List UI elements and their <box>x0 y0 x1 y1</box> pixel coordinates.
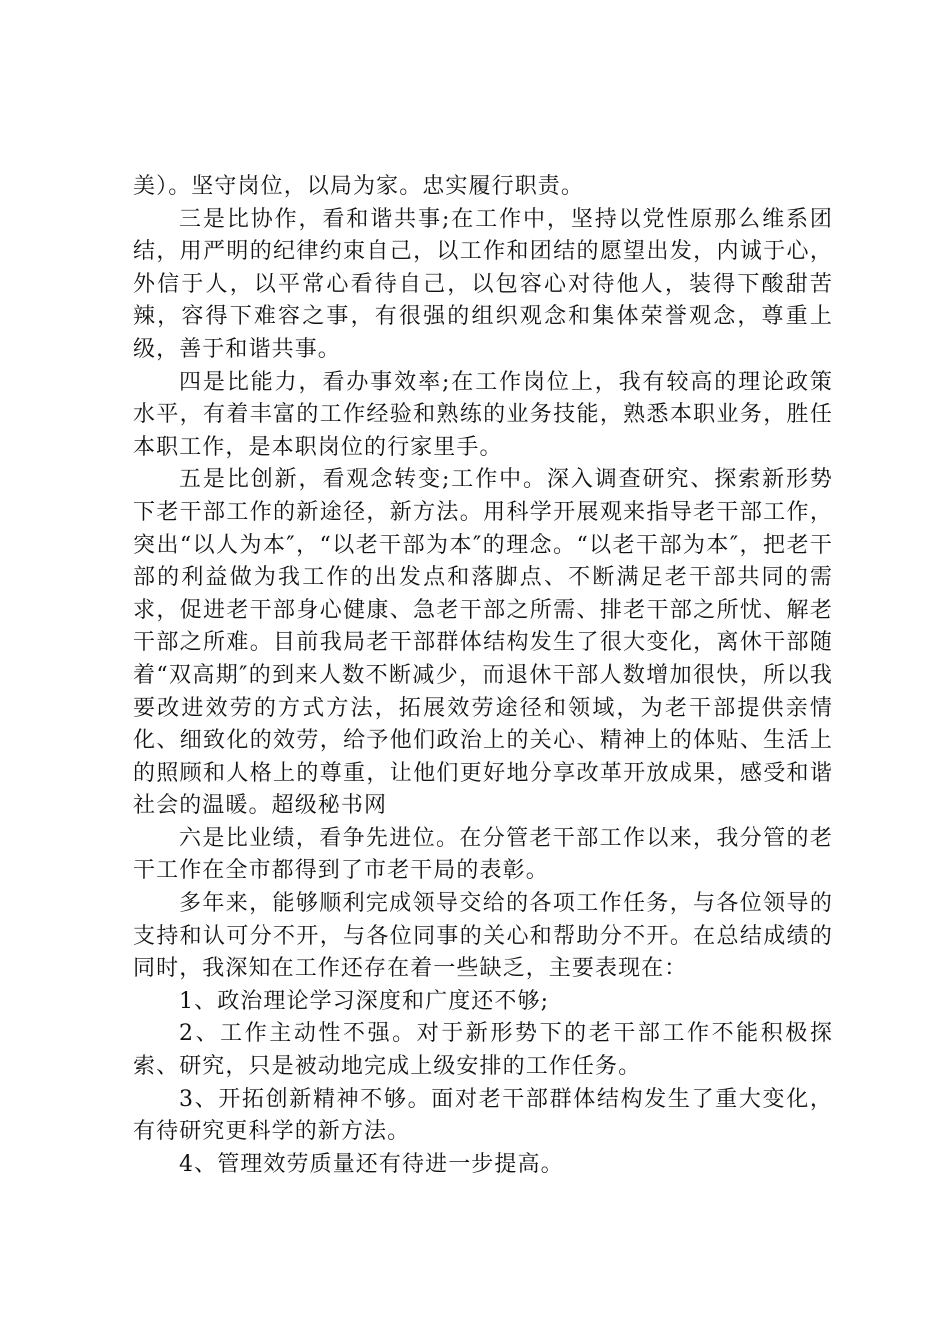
list-item-4: 4、管理效劳质量还有待进一步提高。 <box>179 1151 564 1177</box>
paragraph-3: 四是比能力，看办事效率;在工作岗位上，我有较高的理论政策水平，有着丰富的工作经验和熟练的业务技能，熟悉本职业务，胜任本职工作，是本职岗位的行家里手。 <box>133 369 833 460</box>
paragraph-1: 美）。坚守岗位，以局为家。忠实履行职责。 <box>133 174 585 199</box>
document-body <box>133 171 833 1181</box>
list-item-1: 1、政治理论学习深度和广度还不够; <box>179 988 550 1014</box>
list-item-2: 2、工作主动性不强。对于新形势下的老干部工作不能积极探索、研究，只是被动地完成上级安排的工作任务。 <box>133 1021 833 1080</box>
paragraph-6: 多年来，能够顺利完成领导交给的各项工作任务，与各位领导的支持和认可分不开，与各位同事的关心和帮助分不开。在总结成绩的同时，我深知在工作还存在着一些缺乏，主要表现在： <box>133 891 833 982</box>
paragraph-5: 六是比业绩，看争先进位。在分管老干部工作以来，我分管的老干工作在全市都得到了市老干局的表彰。 <box>133 825 833 884</box>
paragraph-2: 三是比协作，看和谐共事;在工作中，坚持以党性原那么维系团结，用严明的纪律约束自己，以工作和团结的愿望出发，内诚于心，外信于人，以平常心看待自己，以包容心对待他人，装得下酸甜苦辣，容得下难容之事，有很强的组织观念和集体荣誉观念，尊重上级，善于和谐共事。 <box>133 206 833 362</box>
list-item-3: 3、开拓创新精神不够。面对老干部群体结构发生了重大变化，有待研究更科学的新方法。 <box>133 1086 833 1145</box>
paragraph-4: 五是比创新，看观念转变;工作中。深入调查研究、探索新形势下老干部工作的新途径，新方法。用科学开展观来指导老干部工作，突出“以人为本″，“以老干部为本″的理念。“以老干部为本″，把老干部的利益做为我工作的出发点和落脚点、不断满足老干部共同的需求，促进老干部身心健康、急老干部之所需、排老干部之所忧、解老干部之所难。目前我局老干部群体结构发生了很大变化，离休干部随着“双高期″的到来人数不断减少，而退休干部人数增加很快，所以我要改进效劳的方式方法，拓展效劳途径和领域，为老干部提供亲情化、细致化的效劳，给予他们政治上的关心、精神上的体贴、生活上的照顾和人格上的尊重，让他们更好地分享改革开放成果，感受和谐社会的温暖。超级秘书网 <box>133 467 833 819</box>
